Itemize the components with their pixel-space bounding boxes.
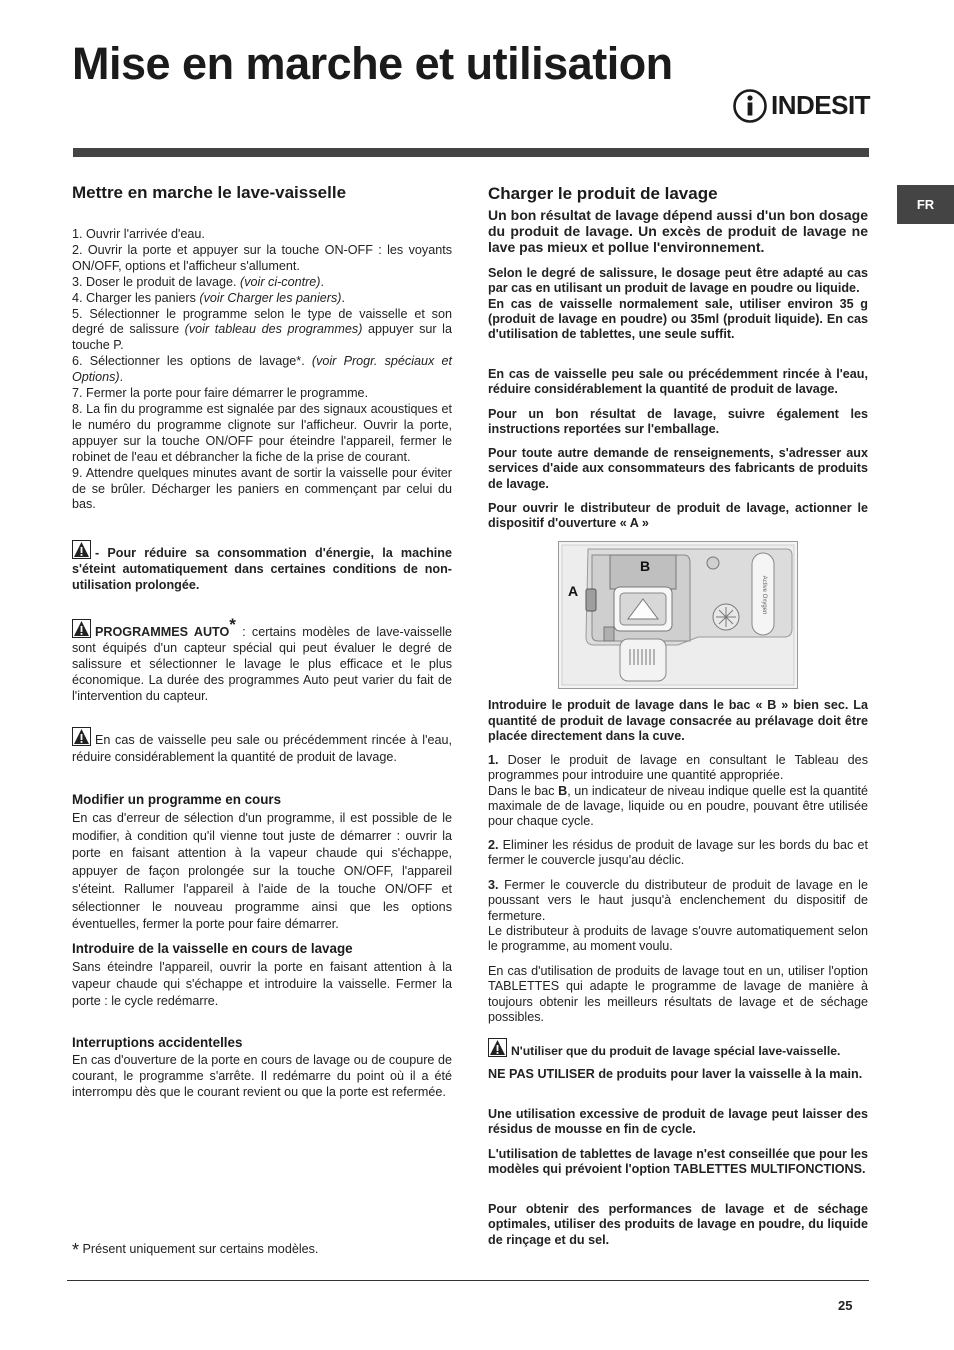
footer-rule: [67, 1280, 869, 1281]
add-dishes-heading: Introduire de la vaisselle en cours de lavage: [72, 941, 353, 956]
steps-list: [72, 227, 452, 513]
step-9: 9. Attendre quelques minutes avant de sortir la vaisselle pour éviter de se brûler. Décharger les paniers en commençant par celui du bas.: [72, 465, 452, 512]
footnote: * Présent uniquement sur certains modèles.: [72, 1240, 319, 1260]
warning-tablets: L'utilisation de tablettes de lavage n'est conseillée que pour les modèles qui prévoient l'option TABLETTES MULTIFONCTIONS.: [488, 1147, 868, 1177]
warning-performance: Pour obtenir des performances de lavage et de séchage optimales, utiliser des produits de lavage en poudre, du liquide de rinçage et du sel.: [488, 1202, 868, 1247]
language-tab: FR: [897, 185, 954, 224]
step-8: 8. La fin du programme est signalée par des signaux acoustiques et le numéro du programme clignote sur l'afficheur. Ouvrir la porte, appuyer sur la touche ON/OFF pour éteindre l'appareil, fermer le robinet de l'eau et débrancher la fiche de la prise de courant.: [72, 401, 452, 464]
rinse-note: En cas de vaisselle peu sale ou précédemment rincée à l'eau, réduire considérablement la quantité de produit de lavage.: [72, 727, 452, 765]
brand-i-icon: [732, 88, 768, 124]
header-rule: [73, 148, 869, 157]
page-number: 25: [838, 1298, 853, 1313]
warning-excess: Une utilisation excessive de produit de lavage peut laisser des résidus de mousse en fin de cycle.: [488, 1107, 868, 1137]
dosage-paragraph: Selon le degré de salissure, le dosage peut être adapté au cas par cas en utilisant un produit de lavage en poudre ou liquide. En cas de vaisselle normalement sale, utiliser environ 35 g (produit de lavage en poudre) ou 35ml (produit liquide). En cas d'utilisation de tablettes, une seule suffit.: [488, 266, 868, 342]
interruptions-text: En cas d'ouverture de la porte en cours de lavage ou de coupure de courant, le programme s'arrête. Il redémarre du point où il a été interrompu dès que le courant revient ou que la porte est refermée.: [72, 1053, 452, 1099]
dosage-lead: Un bon résultat de lavage dépend aussi d'un bon dosage du produit de lavage. Un excès de produit de lavage ne lave pas mieux et pollue l'environnement.: [488, 207, 868, 256]
energy-note: - Pour réduire sa consommation d'énergie, la machine s'éteint automatiquement dans certaines conditions de non-utilisation prolongée.: [72, 540, 452, 593]
step-2: 2. Ouvrir la porte et appuyer sur la touche ON-OFF : les voyants ON/OFF, options et l'afficheur s'allument.: [72, 242, 452, 273]
warning-hand-wash: NE PAS UTILISER de produits pour laver la vaisselle à la main.: [488, 1067, 863, 1081]
step-6: 6. Sélectionner les options de lavage*. (voir Progr. spéciaux et Options).: [72, 354, 452, 385]
step-5: 5. Sélectionner le programme selon le type de vaisselle et son degré de salissure (voir tableau des programmes) appuyer sur la touche P.: [72, 306, 452, 353]
auto-programs-note: PROGRAMMES AUTO* : certains modèles de lave-vaisselle sont équipés d'un capteur spécial qui peut évaluer le degré de salissure et sélectionner le lavage le plus efficace et le plus économique. La durée des programmes Auto peut varier du fait de l'intervention du capteur.: [72, 615, 452, 703]
step-3: 3. Doser le produit de lavage. (voir ci-contre).: [72, 274, 325, 289]
modify-heading: Modifier un programme en cours: [72, 792, 282, 807]
step-1: 1. Ouvrir l'arrivée d'eau.: [72, 227, 205, 241]
warning-icon: [72, 727, 91, 746]
info-note: Pour toute autre demande de renseignements, s'adresser aux services d'aide aux consommateurs des fabricants de produits de lavage.: [488, 446, 868, 491]
label-b: B: [640, 558, 651, 574]
compartment-b-note: Introduire le produit de lavage dans le bac « B » bien sec. La quantité de produit de lavage consacrée au prélavage doit être placée directement dans la cuve.: [488, 698, 868, 743]
packaging-note: Pour un bon résultat de lavage, suivre également les instructions reportées sur l'emballage.: [488, 407, 868, 437]
brand-name: INDESIT: [771, 90, 871, 120]
step-7: 7. Fermer la porte pour faire démarrer le programme.: [72, 386, 369, 401]
indesit-logo: [732, 86, 872, 126]
dispenser-step-2: 2. Eliminer les résidus de produit de lavage sur les bords du bac et fermer le couvercle jusqu'au déclic.: [488, 838, 868, 868]
left-heading: Mettre en marche le lave-vaisselle: [72, 183, 347, 202]
page-title: Mise en marche et utilisation: [72, 38, 673, 89]
dispenser-step-3: 3. Fermer le couvercle du distributeur de produit de lavage en le poussant vers le haut jusqu'à enclenchement du dispositif de fermeture. Le distributeur à produits de lavage s'ouvre automatiquement selon le programme, au moment voulu.: [488, 878, 868, 954]
add-dishes-text: Sans éteindre l'appareil, ouvrir la porte en faisant attention à la vapeur chaude qui s'échappe et introduire la vaisselle. Fermer la porte : le cycle redémarre.: [72, 960, 452, 1008]
light-soil-note: En cas de vaisselle peu sale ou précédemment rincée à l'eau, réduire considérablement la quantité de produit de lavage.: [488, 367, 868, 397]
rinse-aid-label: Active Oxygen: [761, 575, 767, 615]
right-heading: Charger le produit de lavage: [488, 184, 718, 203]
modify-text: En cas d'erreur de sélection d'un programme, il est possible de le modifier, à condition qu'il vienne tout juste de démarrer : ouvrir la porte en faisant attention à la vapeur chaude qui s'échappe, appuyer de façon prolongée sur la touche ON/OFF, l'appareil s'éteint. Rallumer l'appareil à l'aide de la touche ON/OFF et sélectionner le nouveau programme ainsi que les options éventuelles, fermer la porte pour faire démarrer.: [72, 811, 452, 932]
open-dispenser-note: Pour ouvrir le distributeur de produit de lavage, actionner le dispositif d'ouverture « A »: [488, 501, 868, 531]
tablets-note: En cas d'utilisation de produits de lavage tout en un, utiliser l'option TABLETTES qui adapte le programme de lavage de manière à toujours obtenir les meilleurs résultats de lavage et de séchage possibles.: [488, 964, 868, 1024]
warning-icon: [72, 619, 91, 638]
dispenser-step-1: 1. Doser le produit de lavage en consultant le Tableau des programmes pour introduire une quantité appropriée. Dans le bac B, un indicateur de niveau indique quelle est la quantité maximale de de lavage, liquide ou en poudre, pouvant être utilisée pour chaque cycle.: [488, 753, 868, 829]
warning-icon: [72, 540, 91, 559]
warning-icon: [488, 1038, 507, 1057]
label-a: A: [568, 583, 579, 599]
step-4: 4. Charger les paniers (voir Charger les paniers).: [72, 290, 345, 305]
detergent-dispenser-diagram: [558, 541, 798, 689]
interruptions-heading: Interruptions accidentelles: [72, 1035, 243, 1050]
warning-dishwasher-only: N'utiliser que du produit de lavage spécial lave-vaisselle.: [488, 1038, 868, 1061]
